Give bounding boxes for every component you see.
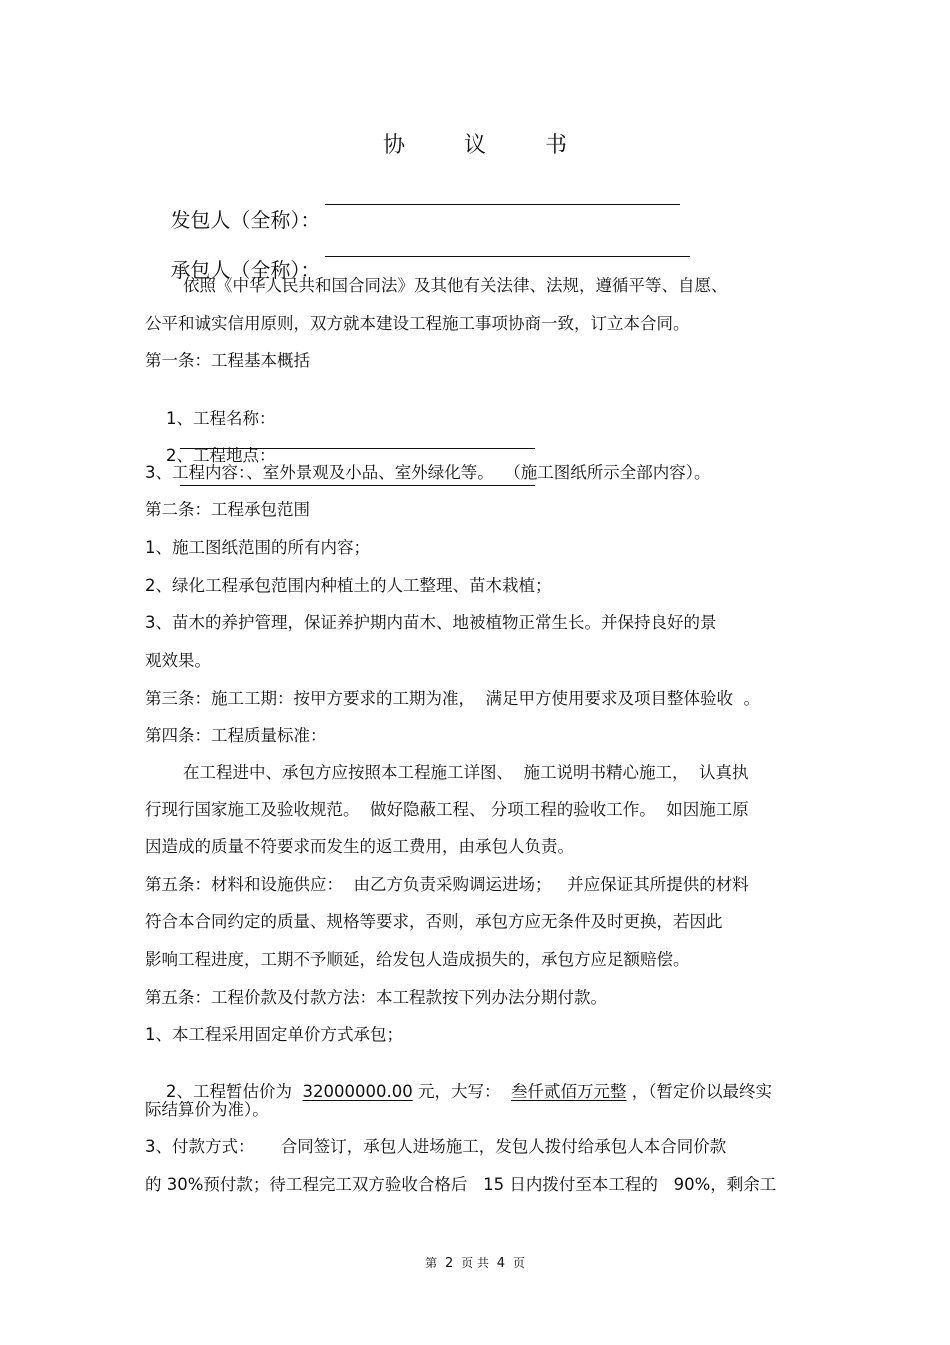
intro-line-2: 公平和诚实信用原则，双方就本建设工程施工事项协商一致，订立本合同。 bbox=[145, 314, 690, 333]
contractor-blank-line bbox=[325, 256, 690, 257]
footer-suffix: 页 bbox=[512, 1256, 525, 1270]
article-5-line-2: 符合本合同约定的质量、规格等要求，否则，承包方应无条件及时更换，若因此 bbox=[145, 912, 723, 931]
contractor-label: 承包人（全称）： bbox=[170, 258, 321, 282]
intro-line-1: 依照《中华人民共和国合同法》及其他有关法律、法规，遵循平等、自愿、 bbox=[183, 276, 728, 295]
footer-prefix: 第 bbox=[425, 1256, 438, 1270]
article-5b-item-1: 1、本工程采用固定单价方式承包； bbox=[145, 1025, 403, 1044]
article-2-item-3-line-1: 3、苗木的养护管理，保证养护期内苗木、地被植物正常生长。并保持良好的景 bbox=[145, 613, 717, 632]
article-2-item-1: 1、施工图纸范围的所有内容； bbox=[145, 538, 370, 557]
article-5b-item-3-line-1: 3、付款方式： 合同签订，承包人进场施工，发包人拨付给承包人本合同价款 bbox=[145, 1137, 727, 1156]
estimate-suffix: ，（暂定价以最终实 bbox=[626, 1082, 772, 1101]
article-4-title: 第四条：工程质量标准： bbox=[145, 726, 327, 745]
article-2-title: 第二条：工程承包范围 bbox=[145, 500, 310, 519]
project-content: 3、工程内容：、室外景观及小品、室外绿化等。 （施工图纸所示全部内容）。 bbox=[145, 463, 711, 482]
footer-middle: 页 共 bbox=[461, 1256, 489, 1270]
article-5-line-3: 影响工程进度，工期不予顺延，给发包人造成损失的，承包方应足额赔偿。 bbox=[145, 950, 690, 969]
article-4-line-2: 行现行国家施工及验收规范。 做好隐蔽工程、 分项工程的验收工作。 如因施工原 bbox=[145, 800, 749, 819]
document-title: 协 议 书 bbox=[383, 133, 593, 158]
article-1-title: 第一条：工程基本概括 bbox=[145, 351, 310, 370]
article-2-item-3-line-2: 观效果。 bbox=[145, 651, 211, 670]
employer-label: 发包人（全称）： bbox=[170, 208, 321, 232]
estimate-mid: 元，大写： bbox=[412, 1082, 511, 1101]
article-4-line-1: 在工程进中、承包方应按照本工程施工详图、 施工说明书精心施工， 认真执 bbox=[183, 763, 749, 782]
estimate-prefix: 2、工程暂估价为 bbox=[165, 1082, 303, 1101]
article-5b-title: 第五条：工程价款及付款方法：本工程款按下列办法分期付款。 bbox=[145, 988, 607, 1007]
article-4-line-3: 因造成的质量不符要求而发生的返工费用，由承包人负责。 bbox=[145, 837, 574, 856]
project-location-label: 2、工程地点： bbox=[165, 446, 276, 465]
project-name-label: 1、工程名称： bbox=[165, 409, 276, 428]
article-2-item-2: 2、绿化工程承包范围内种植土的人工整理、苗木栽植； bbox=[145, 576, 552, 595]
article-5-line-1: 第五条：材料和设施供应： 由乙方负责采购调运进场； 并应保证其所提供的材料 bbox=[145, 875, 749, 894]
article-5b-item-2-line-2: 际结算价为准）。 bbox=[145, 1100, 269, 1119]
estimate-amount-words: 叁仟贰佰万元整 bbox=[510, 1082, 627, 1101]
page-footer bbox=[0, 1254, 950, 1271]
estimate-amount: 32000000.00 bbox=[302, 1082, 413, 1101]
footer-page-number: 2 bbox=[444, 1256, 454, 1271]
article-3: 第三条：施工工期：按甲方要求的工期为准， 满足甲方使用要求及项目整体验收 。 bbox=[145, 689, 760, 708]
footer-total-pages: 4 bbox=[496, 1256, 506, 1271]
article-5b-item-3-line-2: 的 30%预付款；待工程完工双方验收合格后 15 日内拨付至本工程的 90%，剩余工 bbox=[145, 1175, 777, 1194]
employer-blank-line bbox=[325, 204, 680, 205]
